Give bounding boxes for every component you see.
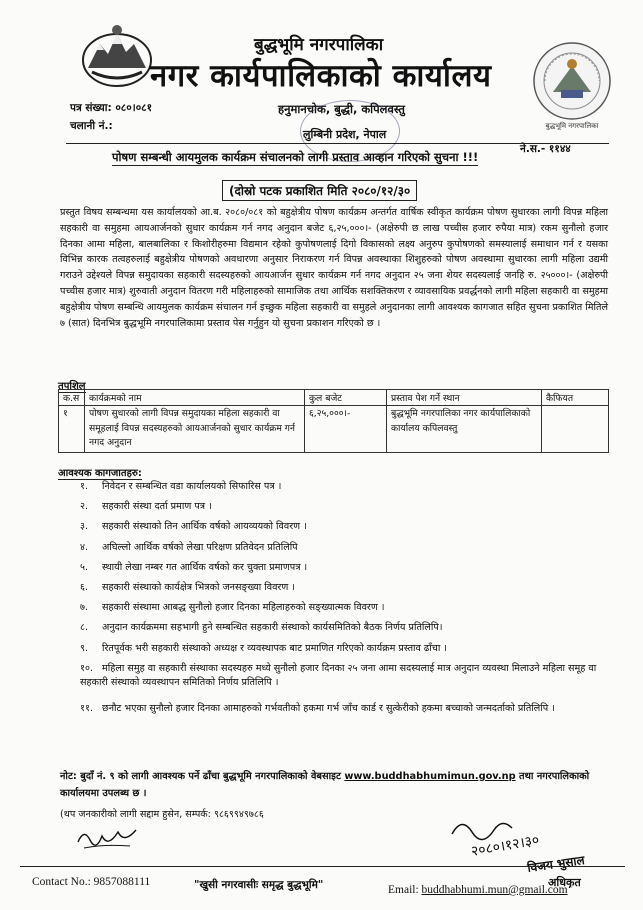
email-label: Email: xyxy=(388,884,419,896)
list-item: २. सहकारी संस्था दर्ता प्रमाण पत्र । xyxy=(80,501,212,513)
cell-program-name: पोषण सुधारको लागी विपन्न समुदायका महिला सहकारी वा समूहलाई विपन्न सदस्यहरुको आयआर्जनको सुधार कार्यक्रम गर्न नगद अनुदान xyxy=(85,406,305,453)
dispatch-number: चलानी नं.: xyxy=(70,120,113,132)
logo-caption: बुद्धभूमि नगरपालिका xyxy=(545,122,599,130)
notice-body: प्रस्तुत विषय सम्बन्धमा यस कार्यालयको आ.ब. २०८०/०८१ को बहुक्षेत्रीय पोषण कार्यक्रम अन्तर्गत वार्षिक स्वीकृत कार्यक्रम पोषण सुधारका लागी विपन्न महिला सहकारी वा समुहमा आयआर्जनको सुधार कार्यक्रम गर्न नगद अनुदान बजेट ६,२५,०००।- (अक्षेरुपी छ लाख पच्चीस हजार रुपैया मात्र) रकम सुनौलो हजार दिनका आमा महिला, बालबालिका र किशोरीहरुमा विद्यमान रहेको कुपोषणलाई दिगो विकासको लक्ष्य अनुरुप कुपोषणको समस्यालाई समाधान गर्न र यसका विभिन्न कारक तत्वहरुलाई बहुक्षेत्रीय पोषणको अवधारणा अनुसार निराकरण गर्न विपन्न अवस्थाका शिशुहरुको पोषण अवस्थामा सुधारका लागी महिला उद्यमी गराउने उद्देश्यले विपन्न समुदायका सहकारी सदस्यहरुको आयआर्जन सुधार कार्यक्रम गर्न नगद अनुदान २५ जना शेयर सदस्यलाई जनहि रु. २५०००।- (अक्षेरुपी पच्चीस हजार मात्र) शुरुवाती अनुदान वितरण गरी महिलाहरुको सामाजिक तथा आर्थिक सशक्तिकरण र व्यावसायिक प्रवर्द्धनको लागी महिला सहकारी वा समुहमा बहुक्षेत्रीय पोषण सम्बन्धि आयमुलक कार्यक्रम संचालन गर्न इच्छुक महिला सहकारी वा समुहले अनुदानका लागी आवश्यक कागजात सहित सुचना प्रकाशित मितिले ७ (सात) दिनभित्र बुद्धभूमि नगरपालिकामा प्रस्ताव पेस गर्नुहुन यो सुचना प्रकाशन गरिएको छ । xyxy=(60,207,608,329)
nepal-emblem-icon xyxy=(78,22,156,88)
col-remarks: कैफियत xyxy=(542,390,609,406)
list-item: ६. सहकारी संस्थाको कार्यक्षेत्र भित्रको जनसङ्ख्या विवरण । xyxy=(80,581,295,593)
email-link[interactable]: buddhabhumi.mun@gmail.com xyxy=(421,884,568,896)
schedule-label: तपशिल xyxy=(58,378,86,393)
website-link[interactable]: www.buddhabhumimun.gov.np xyxy=(344,771,516,782)
list-item: ८. अनुदान कार्यक्रममा सहभागी हुने सम्बन्धित सहकारी संस्थाको कार्यसमितिको बैठक निर्णय प्रतिलिपि। xyxy=(80,622,443,634)
signer-title: अधिकृत xyxy=(548,876,581,888)
documents-label: आवश्यक कागजातहरु: xyxy=(58,465,142,480)
table-row xyxy=(59,406,609,453)
documents-list xyxy=(80,480,610,742)
municipality-logo-icon xyxy=(531,40,613,122)
col-program-name: कार्यक्रमको नाम xyxy=(85,390,305,406)
list-item: ३. सहकारी संस्थाको तिन आर्थिक वर्षको आयव्ययको विवरण । xyxy=(80,521,307,533)
list-item: ११. छनौट भएका सुनौलो हजार दिनका आमाहरुको गर्भवतीको हकमा गर्भ जाँच कार्ड र सुत्केरीको हकमा बच्चाको जन्मदर्ताको प्रतिलिपि । xyxy=(80,702,555,714)
signer-name: विजय भुसाल xyxy=(526,853,586,875)
list-item: १. निवेदन र सम्बन्धित वडा कार्यालयको सिफारिस पत्र । xyxy=(80,481,282,492)
municipality-name: बुद्धभूमि नगरपालिका xyxy=(254,35,384,55)
header-divider xyxy=(66,143,609,144)
notice-subject: पोषण सम्बन्धी आयमुलक कार्यक्रम संचालनको लागी प्रस्ताव आव्हान गरिएको सुचना !!! xyxy=(112,150,479,164)
schedule-table xyxy=(58,389,609,453)
cell-sn: १ xyxy=(59,406,85,453)
list-item: ५. स्थायी लेखा नम्बर गत आर्थिक वर्षको कर चुक्ता प्रमाणपत्र । xyxy=(80,561,308,573)
list-item: ९. रितपूर्वक भरी सहकारी संस्थाको अध्यक्ष र व्यवस्थापक बाट प्रमाणित गरिएको कार्यक्रम प्रस्ताव ढाँचा । xyxy=(80,642,448,654)
letter-number: पत्र संख्या: ०८०।०८१ xyxy=(70,102,153,114)
office-address: हनुमानचोक, बुद्धी, कपिलवस्तु xyxy=(278,102,405,116)
col-sn: क.स xyxy=(59,390,85,406)
publish-date: (दोस्रो पटक प्रकाशित मिति २०८०/१२/३० xyxy=(222,180,417,201)
nepal-sambat-ref: ने.स.- ११४४ xyxy=(520,143,571,155)
handwritten-signature-left xyxy=(74,822,144,854)
list-item: ७. सहकारी संस्थामा आबद्ध सुनौलो हजार दिनका महिलाहरुको सङ्ख्यात्मक विवरण । xyxy=(80,602,385,614)
footer-contact: Contact No.: 9857088111 xyxy=(32,876,151,888)
col-budget: कुल बजेट xyxy=(305,390,387,406)
cell-remarks xyxy=(542,406,609,453)
list-item: ४. अघिल्लो आर्थिक वर्षको लेखा परिक्षण प्रतिवेदन प्रतिलिपि xyxy=(80,541,298,553)
footer-email xyxy=(388,884,568,896)
footer-slogan: "खुसी नगरवासीः समृद्ध बुद्धभूमि" xyxy=(194,879,324,891)
cell-place: बुद्धभूमि नगरपालिका नगर कार्यपालिकाको कार्यालय कपिलवस्तु xyxy=(387,406,542,453)
contact-person-line: (थप जनकारीको लागी सद्दाम हुसेन, सम्पर्क: ९८६९९४९७८६ xyxy=(60,809,264,820)
schedule-header-row xyxy=(59,390,609,406)
handwritten-signature-right xyxy=(432,812,612,888)
col-place: प्रस्ताव पेश गर्ने स्थान xyxy=(387,390,542,406)
office-province: लुम्बिनी प्रदेश, नेपाल xyxy=(303,128,387,141)
note-paragraph: नोट: बुदाँ नं. ९ को लागी आवश्यक पर्ने ढाँचा बुद्धभूमि नगरपालिकाको वेबसाइट www.buddhabhumimun.gov.np तथा नगरपालिकाको कार्यालयमा उपलब्ध छ । xyxy=(60,771,590,799)
signature-date: २०८०।१२।३० xyxy=(469,832,541,860)
office-name: नगर कार्यपालिकाको कार्यालय xyxy=(150,58,492,94)
cell-budget: ६,२५,०००।- xyxy=(305,406,387,453)
footer-divider xyxy=(20,866,625,867)
list-item: १०. महिला समुह वा सहकारी संस्थाका सदस्यहरु मध्ये सुनौलो हजार दिनका २५ जना आमा सदस्यलाई मात्र अनुदान व्यवस्था मिलाउने महिला समूह वा सहकारी संस्थाको व्यवस्थापन समितिको निर्णय प्रतिलिपि । xyxy=(80,662,597,688)
